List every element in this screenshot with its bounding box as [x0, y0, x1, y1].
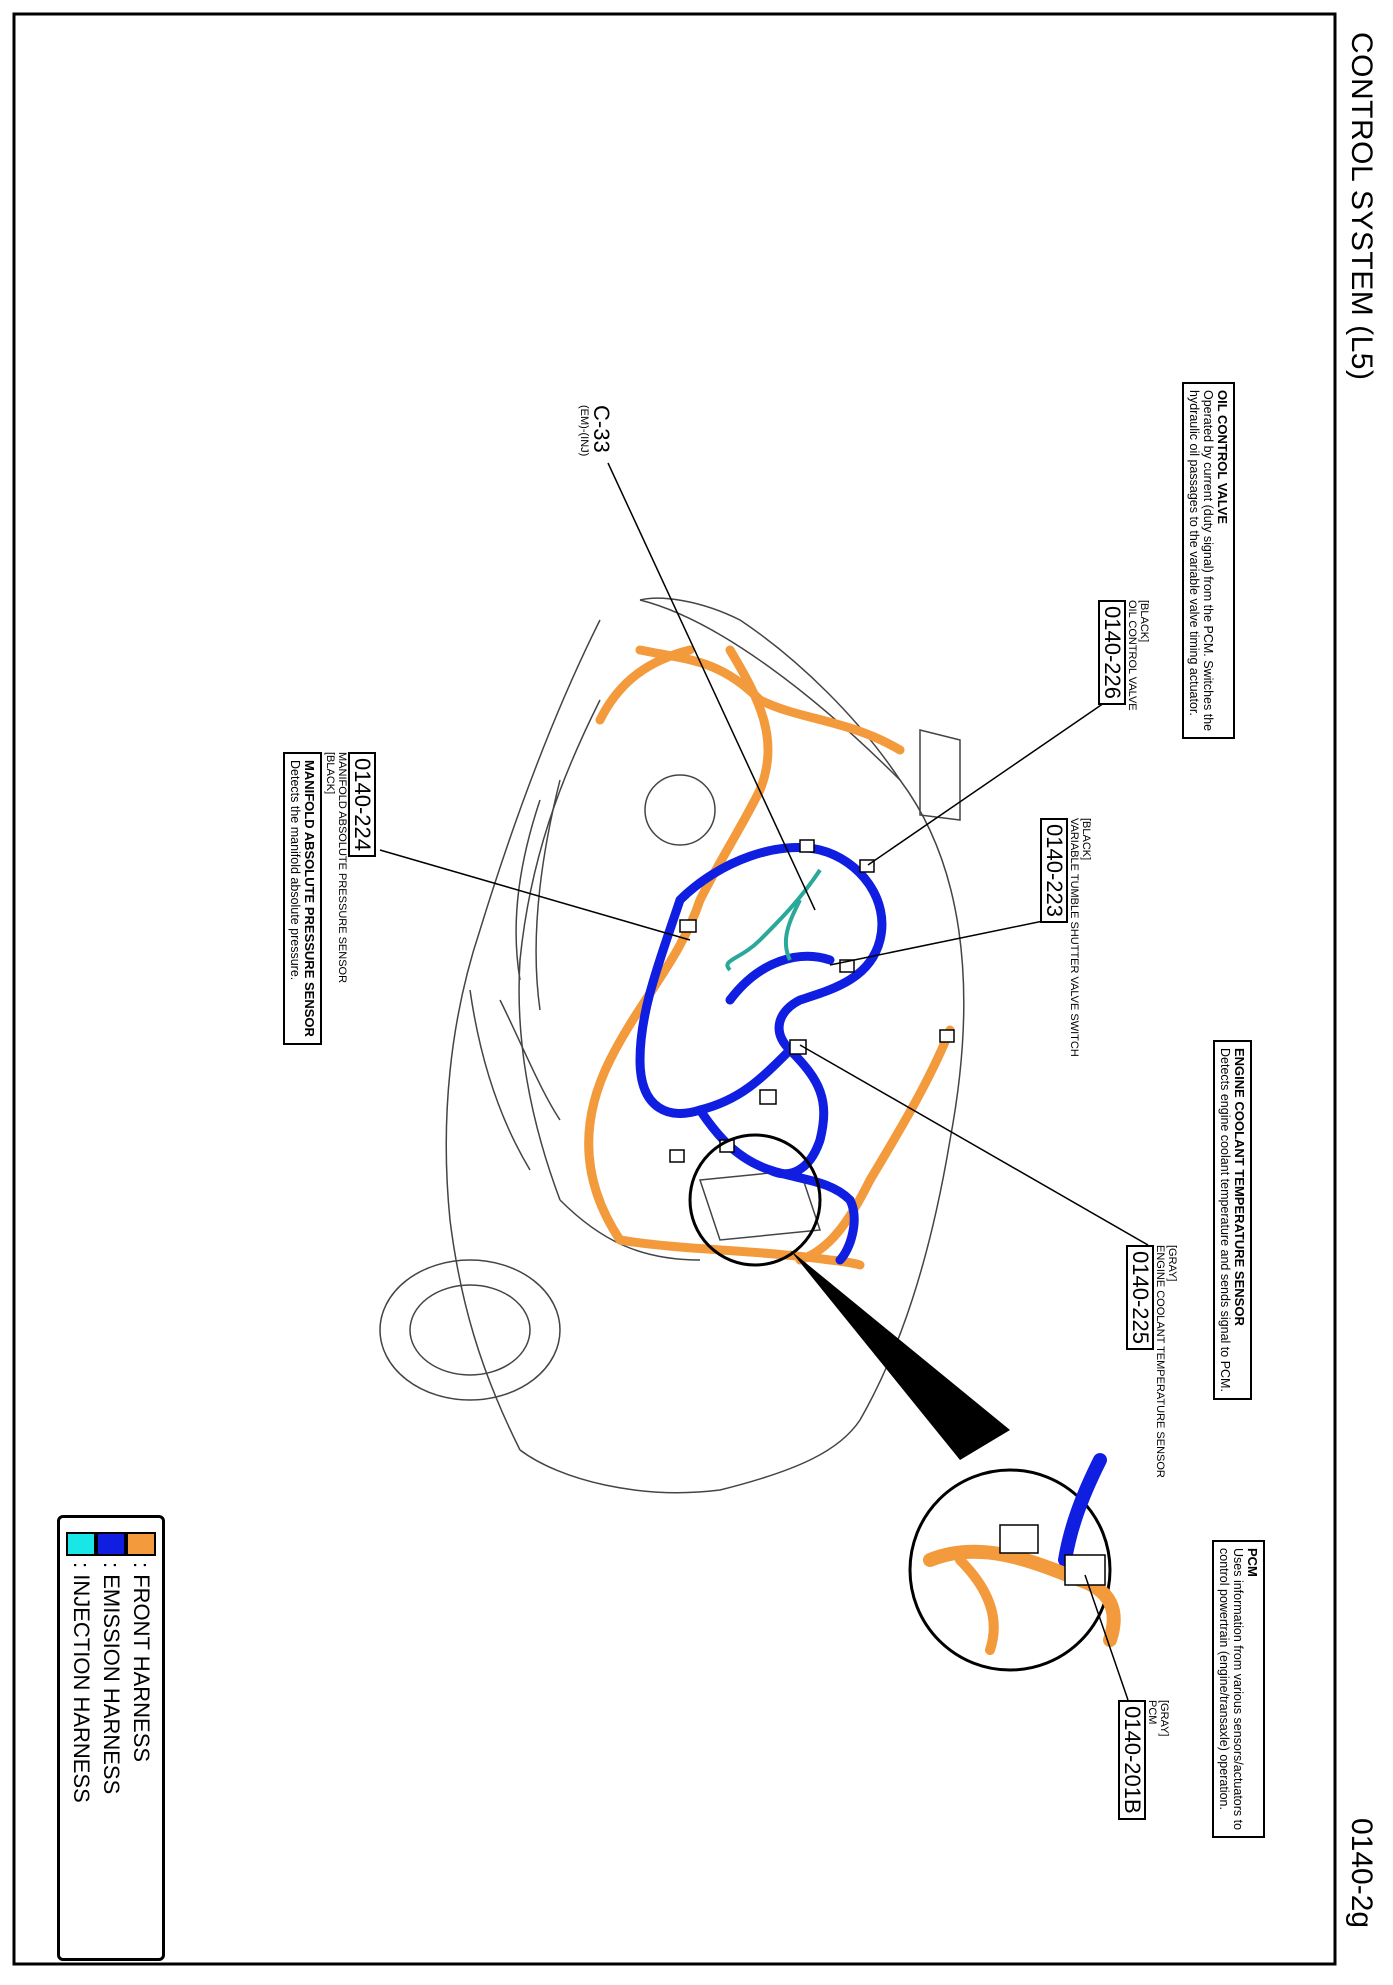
leader-vts — [830, 920, 1048, 965]
map-heading: MANIFOLD ABSOLUTE PRESSURE SENSOR — [302, 760, 317, 1037]
pcm-part: PCM — [1146, 1700, 1158, 1725]
connector-block — [760, 1090, 776, 1104]
oil-control-valve-desc-1: Operated by current (duty signal) from the PCM. Switches the — [1201, 390, 1215, 732]
legend-item-emission — [96, 1532, 126, 1944]
ect-desc: Detects engine coolant temperature and sends signal to PCM. — [1218, 1048, 1232, 1392]
pcm-desc-2: control powertrain (engine/transaxle) operation. — [1217, 1548, 1231, 1810]
vts-connector: 0140-223 — [1040, 818, 1068, 923]
legend-swatch-injection — [66, 1532, 96, 1556]
oil-control-valve-connector: 0140-226 — [1098, 600, 1126, 705]
c33-label — [578, 405, 612, 456]
zoom-connector — [1000, 1525, 1038, 1553]
ect-heading: ENGINE COOLANT TEMPERATURE SENSOR — [1232, 1048, 1247, 1326]
map-connector: 0140-224 — [348, 752, 376, 857]
map-color: [BLACK] — [324, 752, 336, 795]
legend-box — [57, 1515, 165, 1961]
oil-control-valve-desc-2: hydraulic oil passages to the variable valve timing actuator. — [1187, 390, 1201, 716]
page-number: 0140-2g — [1345, 1818, 1378, 1929]
oil-control-valve-color: [BLACK] — [1138, 600, 1150, 643]
pcm-callout — [1212, 1540, 1265, 1838]
vts-label — [1040, 818, 1092, 1057]
emission-harness — [640, 847, 882, 1260]
map-desc-box — [283, 752, 322, 1045]
ect-color: [GRAY] — [1166, 1245, 1178, 1282]
oil-control-valve-part: OIL CONTROL VALVE — [1126, 600, 1138, 711]
ect-connector: 0140-225 — [1126, 1245, 1154, 1350]
legend-item-injection — [66, 1532, 96, 1944]
ect-desc-box — [1213, 1040, 1252, 1400]
vts-part: VARIABLE TUMBLE SHUTTER VALVE SWITCH — [1068, 818, 1080, 1057]
page-title: CONTROL SYSTEM (L5) — [1345, 32, 1378, 381]
connector-block — [940, 1030, 954, 1042]
zoom-pcm-connector — [1065, 1555, 1105, 1585]
ect-label — [1126, 1245, 1178, 1478]
pcm-label — [1118, 1700, 1170, 1820]
legend-label-front: : FRONT HARNESS — [129, 1562, 154, 1763]
ect-callout — [1213, 1040, 1252, 1400]
pcm-desc-1: Uses information from various sensors/actuators to — [1231, 1548, 1245, 1831]
border — [14, 14, 1335, 1964]
legend — [57, 1515, 165, 1961]
pcm-connector: 0140-201B — [1118, 1700, 1146, 1820]
legend-label-emission: : EMISSION HARNESS — [99, 1562, 124, 1795]
vehicle-outline — [380, 598, 964, 1492]
ect-part: ENGINE COOLANT TEMPERATURE SENSOR — [1154, 1245, 1166, 1478]
legend-swatch-front — [126, 1532, 156, 1556]
vts-color: [BLACK] — [1080, 818, 1092, 861]
legend-item-front — [126, 1532, 156, 1944]
zoom-source-circle — [690, 1135, 820, 1265]
pcm-desc-box — [1212, 1540, 1265, 1838]
oil-control-valve-callout — [1182, 382, 1235, 739]
oil-control-valve-heading: OIL CONTROL VALVE — [1215, 390, 1230, 525]
c33-sub: (EM)-(INJ) — [578, 405, 590, 457]
zoom-pointer — [790, 1250, 1010, 1460]
pcm-color: [GRAY] — [1158, 1700, 1170, 1737]
pcm-heading: PCM — [1245, 1548, 1260, 1577]
c33-connector: C-33 — [589, 405, 614, 453]
map-label — [283, 752, 376, 1045]
leader-map — [380, 850, 690, 940]
connector-block — [680, 920, 696, 932]
map-desc: Detects the manifold absolute pressure. — [288, 760, 302, 981]
oil-control-valve-label — [1098, 600, 1150, 711]
connector-block — [800, 840, 814, 852]
connector-block — [670, 1150, 684, 1162]
map-part: MANIFOLD ABSOLUTE PRESSURE SENSOR — [336, 752, 348, 984]
legend-label-injection: : INJECTION HARNESS — [69, 1562, 94, 1803]
oil-control-valve-desc-box — [1182, 382, 1235, 739]
legend-swatch-emission — [96, 1532, 126, 1556]
leader-c33 — [608, 463, 815, 910]
